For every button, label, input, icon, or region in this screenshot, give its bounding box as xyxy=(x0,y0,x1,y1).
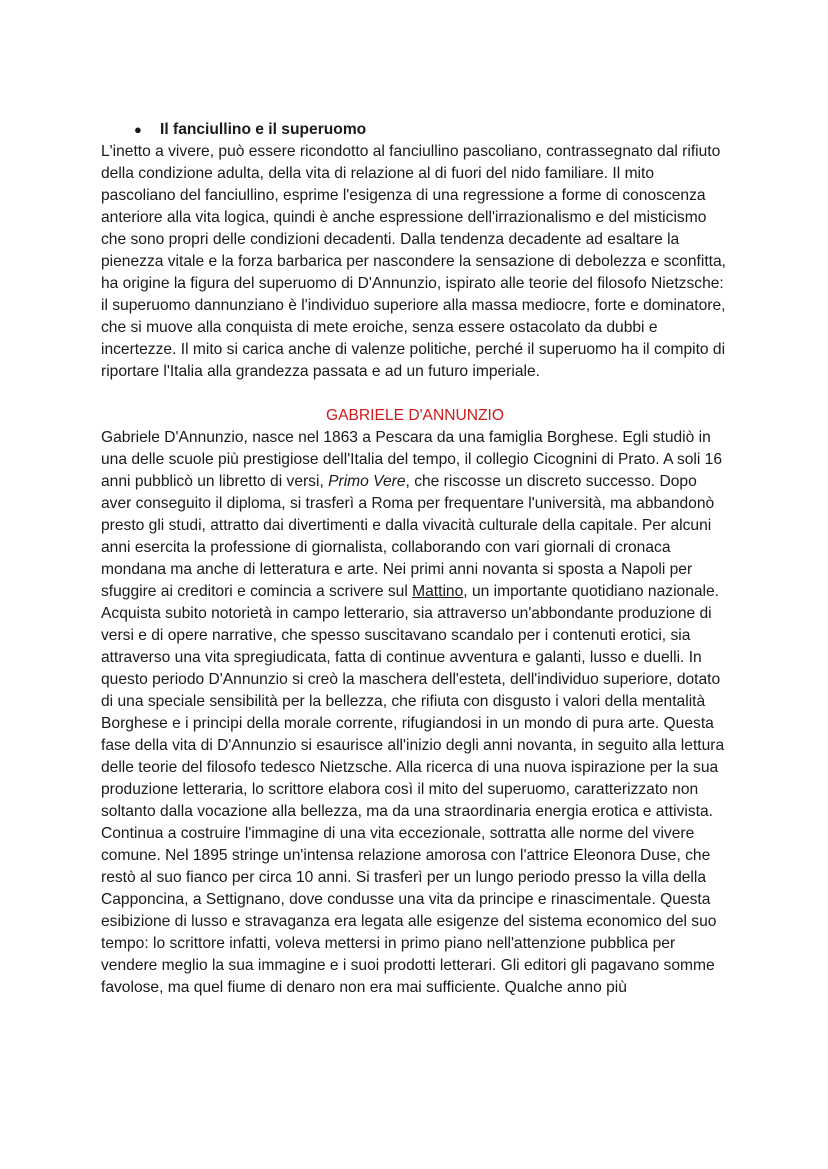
section-heading xyxy=(134,119,729,141)
text-run: , che riscosse un discreto successo. Dopo aver conseguito il diploma, si trasferì a Roma per frequentare l'università, ma abbandonò presto gli studi, attratto dai divertimenti e dalla vivacità culturale della capitale. Per alcuni anni esercita la professione di giornalista, collaborando con vari giornali di cronaca mondana ma anche di letteratura e arte. Nei primi anni novanta si sposta a Napoli per sfuggire ai creditori e comincia a scrivere sul xyxy=(101,473,715,600)
newspaper-name: Mattino xyxy=(412,583,464,600)
bullet-icon: ● xyxy=(134,122,142,137)
text-run: Gabriele D'Annunzio, nasce nel 1863 a Pescara da una famiglia Borghese. Egli studiò in una delle scuole più prestigiose dell'Italia del tempo, il collegio Cicognini di Prato. A soli 16 anni pubblicò un libretto di versi, xyxy=(101,429,723,490)
heading-text: Il fanciullino e il superuomo xyxy=(160,121,367,138)
book-title: Primo Vere xyxy=(328,473,406,490)
document-page xyxy=(101,119,729,999)
paragraph-dannunzio xyxy=(101,427,729,999)
section-title: GABRIELE D'ANNUNZIO xyxy=(325,407,504,424)
text-run: , un importante quotidiano nazionale. Acquista subito notorietà in campo letterario, sia attraverso un'abbondante produzione di versi e di opere narrative, che spesso suscitavano scandalo per i contenuti erotici, sia attraverso una vita spregiudicata, fatta di continue avventura e galanti, lusso e duelli. In questo periodo D'Annunzio si creò la maschera dell'esteta, dell'individuo superiore, dotato di una speciale sensibilità per la bellezza, che rifiuta con disgusto i valori della mentalità Borghese e i principi della morale corrente, rifugiandosi in un mondo di pura arte. Questa fase della vita di D'Annunzio si esaurisce all'inizio degli anni novanta, in seguito alla lettura delle teorie del filosofo tedesco Nietzsche. Alla ricerca di una nuova ispirazione per la sua produzione letteraria, lo scrittore elabora così il mito del superuomo, caratterizzato non soltanto dalla vocazione alla bellezza, ma da una straordinaria energia erotica e attivista. Continua a costruire l'immagine di una vita eccezionale, sottratta alle norme del vivere comune. Nel 1895 stringe un'intensa relazione amorosa con l'attrice Eleonora Duse, che restò al suo fianco per circa 10 anni. Si trasferì per un lungo periodo presso la villa della Capponcina, a Settignano, dove condusse una vita da principe e rinascimentale. Questa esibizione di lusso e stravaganza era legata alle esigenze del sistema economico del suo tempo: lo scrittore infatti, voleva mettersi in primo piano nell'attenzione pubblica per vendere meglio la sua immagine e i suoi prodotti letterari. Gli editori gli pagavano somme favolose, ma quel fiume di denaro non era mai sufficiente. Qualche anno più xyxy=(101,583,725,996)
paragraph-fanciullino: L'inetto a vivere, può essere ricondotto al fanciullino pascoliano, contrassegnato dal rifiuto della condizione adulta, della vita di relazione al di fuori del nido familiare. Il mito pascoliano del fanciullino, esprime l'esigenza di una regressione a forme di conoscenza anteriore alla vita logica, quindi è anche espressione dell'irrazionalismo e del misticismo che sono propri delle condizioni decadenti. Dalla tendenza decadente ad esaltare la pienezza vitale e la forza barbarica per nascondere la sensazione di debolezza e sconfitta, ha origine la figura del superuomo di D'Annunzio, ispirato alle teorie del filosofo Nietzsche: il superuomo dannunziano è l'individuo superiore alla massa mediocre, forte e dominatore, che si muove alla conquista di mete eroiche, senza essere ostacolato da dubbi e incertezze. Il mito si carica anche di valenze politiche, perché il superuomo ha il compito di riportare l'Italia alla grandezza passata e ad un futuro imperiale. xyxy=(101,143,726,380)
spacer xyxy=(101,383,729,405)
